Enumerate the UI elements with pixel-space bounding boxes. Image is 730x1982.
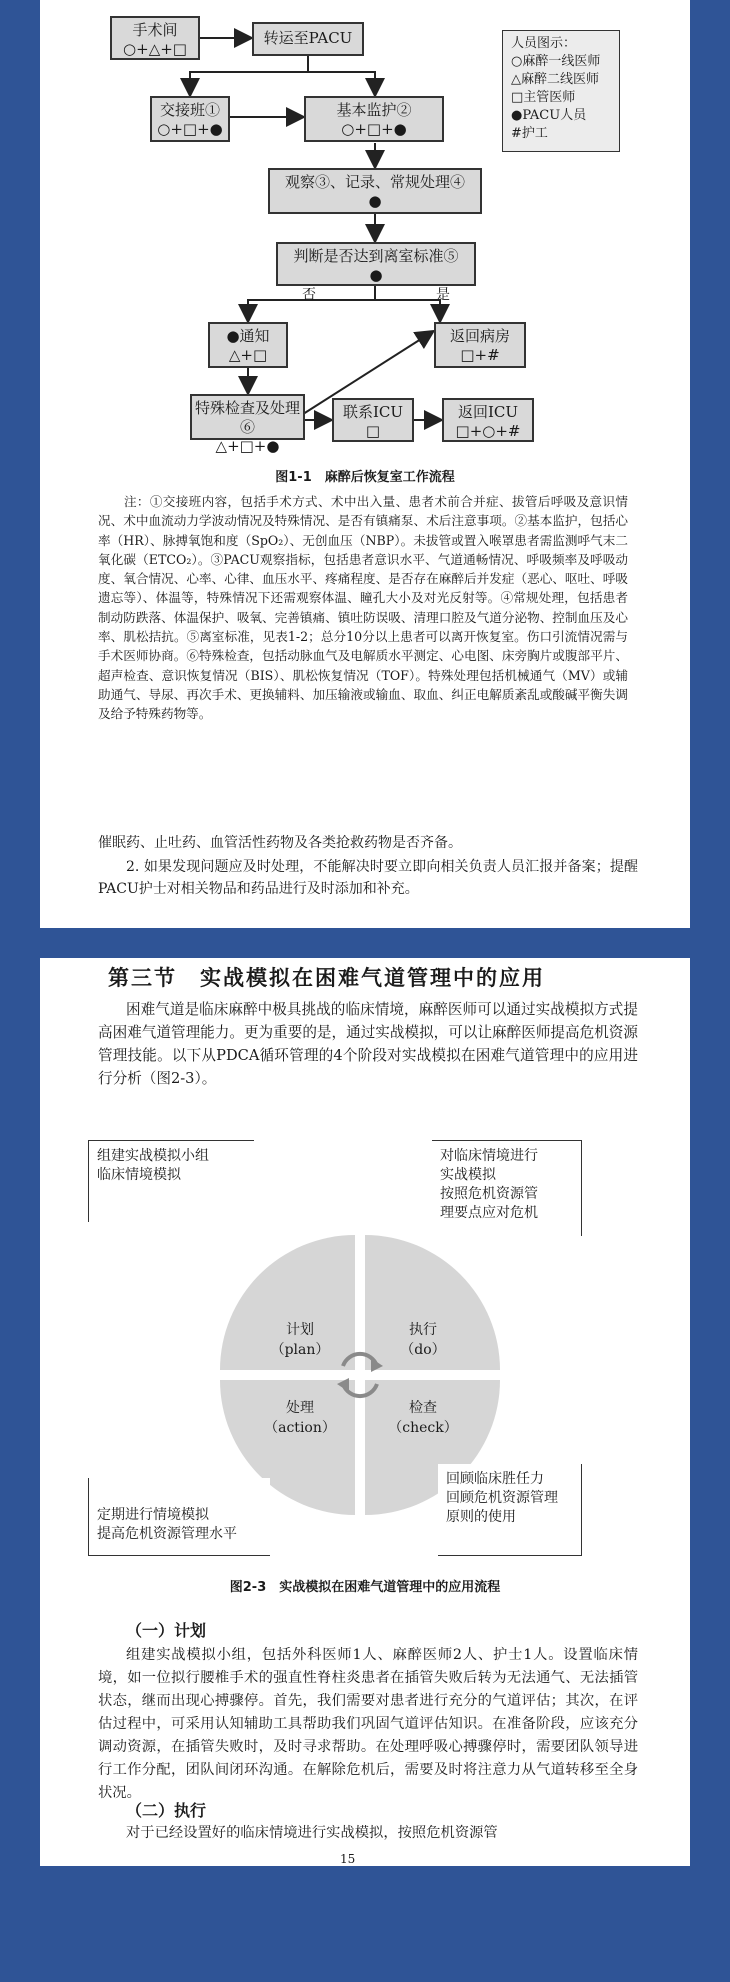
flow-people-return-icu: □+○+# bbox=[455, 422, 521, 440]
flow-label-return-ward: 返回病房 bbox=[449, 327, 510, 345]
flow-label-no: 否 bbox=[302, 287, 316, 303]
flow-box-monitor bbox=[304, 96, 444, 142]
flow-label-observe: 观察③、记录、常规处理④ bbox=[284, 173, 465, 191]
pdca-label-plan bbox=[255, 1320, 345, 1360]
legend-item-attending: □主管医师 bbox=[511, 90, 576, 105]
flow-label-operating-room: 手术间 bbox=[132, 21, 178, 39]
pdca-note-do-text: 对临床情境进行 实战模拟 按照危机资源管 理要点应对危机 bbox=[440, 1148, 538, 1221]
flow-people-judge: ● bbox=[369, 266, 383, 284]
flow-box-return-ward bbox=[434, 322, 526, 368]
flow-label-transfer: 转运至PACU bbox=[263, 29, 353, 47]
flow-label-monitor: 基本监护② bbox=[336, 101, 412, 119]
legend-item-first-line: ○麻醉一线医师 bbox=[511, 54, 601, 69]
flow-people-handover: ○+□+● bbox=[157, 120, 223, 138]
flow-box-observe bbox=[268, 168, 482, 214]
flow-box-handover bbox=[150, 96, 230, 142]
arrow-transfer-to-handover bbox=[190, 56, 308, 94]
flow-box-special bbox=[190, 394, 305, 455]
pdca-action-en: （action） bbox=[264, 1420, 336, 1436]
staff-legend bbox=[502, 30, 620, 152]
flow-box-return-icu bbox=[442, 398, 534, 442]
intro-paragraph: 困难气道是临床麻醉中极具挑战的临床情境，麻醉医师可以通过实战模拟方式提高困难气道管理能力。更为重要的是，通过实战模拟，可以让麻醉医师提高危机资源管理技能。以下从PDCA循环管理的4个阶段对实战模拟在困难气道管理中的应用进行分析（图2-3）。 bbox=[98, 1001, 638, 1087]
flow-people-return-ward: □+# bbox=[460, 346, 500, 364]
section-heading: 第三节 实战模拟在困难气道管理中的应用 bbox=[108, 965, 545, 990]
flow-label-contact-icu: 联系ICU bbox=[342, 403, 404, 421]
pdca-check-en: （check） bbox=[388, 1420, 458, 1436]
arrow-judge-to-ward bbox=[375, 300, 440, 320]
flow-box-transfer bbox=[252, 22, 364, 56]
plan-paragraph: 组建实战模拟小组，包括外科医师1人、麻醉医师2人、护士1人。设置临床情境，如一位拟行腰椎手术的强直性脊柱炎患者在插管失败后转为无法通气、无法插管状态，继而出现心搏骤停。首先，我们需要对患者进行充分的气道评估；其次，在评估过程中，可采用认知辅助工具帮助我们巩固气道评估知识。在准备阶段，应该充分调动资源，在插管失败时，及时寻求帮助。在处理呼吸心搏骤停时，需要团队领导进行工作分配，团队间闭环沟通。在解除危机后，需要及时将注意力从气道转移至全身状况。 bbox=[98, 1647, 638, 1801]
flow-label-return-icu: 返回ICU bbox=[457, 403, 519, 421]
pdca-label-do bbox=[378, 1320, 468, 1360]
flow-box-judge bbox=[276, 242, 476, 286]
subheading-do: （二）执行 bbox=[126, 1801, 207, 1820]
pdca-note-check-text: 回顾临床胜任力 回顾危机资源管理 原则的使用 bbox=[446, 1471, 558, 1525]
legend-item-second-line: △麻醉二线医师 bbox=[511, 72, 599, 87]
legend-title: 人员图示： bbox=[511, 36, 577, 51]
flow-people-special: △+□+● bbox=[215, 437, 280, 455]
figure-note: 注：①交接班内容，包括手术方式、术中出入量、患者术前合并症、拔管后呼吸及意识情况、术中血流动力学波动情况及特殊情况、是否有镇痛泵、术后注意事项。②基本监护，包括心率（HR）、脉搏氧饱和度（SpO₂）、无创血压（NBP）。未拔管或置入喉罩患者需监测呼气末二氧化碳（ETCO₂）。③PACU观察指标，包括患者意识水平、气道通畅情况、呼吸频率及呼吸动度、氧合情况、心率、心律、血压水平、疼痛程度、是否存在麻醉后并发症（恶心、呕吐、呼吸遗忘等）、体温等，特殊情况下还需观察体温、瞳孔大小及对光反射等。④常规处理，包括患者制动防跌落、体温保护、吸氧、完善镇痛、镇吐防误吸、清理口腔及气道分泌物、控制血压及心率、肌松拮抗。⑤离室标准，见表1-2；总分10分以上患者可以离开恢复室。伤口引流情况需与手术医师协商。⑥特殊检查，包括动脉血气及电解质水平测定、心电图、床旁胸片或腹部平片、超声检查、意识恢复情况（BIS）、肌松恢复情况（TOF）。特殊处理包括机械通气（MV）或辅助通气、导尿、再次手术、更换辅料、加压输液或输血、取血、纠正电解质紊乱或酸碱平衡失调及给予特殊药物等。 bbox=[98, 494, 628, 722]
pdca-note-plan-text: 组建实战模拟小组 临床情境模拟 bbox=[97, 1148, 209, 1183]
flow-people-monitor: ○+□+● bbox=[341, 120, 407, 138]
flow-label-handover: 交接班① bbox=[159, 101, 220, 119]
pdca-note-action bbox=[88, 1478, 270, 1556]
document-page-2 bbox=[40, 958, 690, 1866]
flow-people-notify: △+□ bbox=[228, 346, 268, 364]
flow-label-notify: ●通知 bbox=[226, 327, 270, 345]
paragraph-drugs: 催眠药、止吐药、血管活性药物及各类抢救药物是否齐备。 bbox=[98, 835, 462, 851]
paragraph-handling: 2. 如果发现问题应及时处理，不能解决时要立即向相关负责人员汇报并备案；提醒PACU护士对相关物品和药品进行及时添加和补充。 bbox=[98, 859, 638, 897]
flow-people-contact-icu: □ bbox=[365, 422, 381, 440]
pdca-note-check bbox=[438, 1464, 582, 1556]
do-paragraph: 对于已经设置好的临床情境进行实战模拟，按照危机资源管 bbox=[126, 1825, 498, 1841]
pdca-note-plan bbox=[88, 1140, 254, 1222]
legend-item-porter: #护工 bbox=[511, 126, 548, 141]
pdca-label-action bbox=[255, 1398, 345, 1438]
flow-box-contact-icu bbox=[332, 398, 414, 442]
pdca-label-check bbox=[378, 1398, 468, 1438]
pdca-do-cn: 执行 bbox=[409, 1322, 437, 1338]
pdca-note-do bbox=[432, 1140, 582, 1236]
pdca-check-cn: 检查 bbox=[409, 1400, 437, 1416]
flow-people-observe: ● bbox=[368, 192, 382, 210]
pdca-note-action-text: 定期进行情境模拟 提高危机资源管理水平 bbox=[97, 1507, 237, 1542]
flow-label-special: 特殊检查及处理⑥ bbox=[194, 399, 300, 436]
pdca-action-cn: 处理 bbox=[286, 1400, 314, 1416]
legend-item-pacu: ●PACU人员 bbox=[511, 108, 587, 123]
document-page-1 bbox=[40, 0, 690, 928]
pdca-plan-en: （plan） bbox=[270, 1342, 330, 1358]
arrow-transfer-to-monitor bbox=[308, 72, 375, 94]
flow-label-judge: 判断是否达到离室标准⑤ bbox=[293, 247, 459, 265]
pdca-plan-cn: 计划 bbox=[286, 1322, 314, 1338]
subheading-plan: （一）计划 bbox=[126, 1621, 207, 1640]
pdca-do-en: （do） bbox=[400, 1342, 446, 1358]
flow-people-operating-room: ○+△+□ bbox=[123, 40, 187, 58]
page-number: 15 bbox=[340, 1852, 356, 1866]
flow-box-notify bbox=[208, 322, 288, 368]
flow-label-yes: 是 bbox=[436, 287, 450, 303]
flow-box-operating-room bbox=[110, 16, 200, 60]
figure-caption-1-1: 图1-1 麻醉后恢复室工作流程 bbox=[275, 470, 455, 485]
figure-caption-2-3: 图2-3 实战模拟在困难气道管理中的应用流程 bbox=[229, 1580, 501, 1595]
